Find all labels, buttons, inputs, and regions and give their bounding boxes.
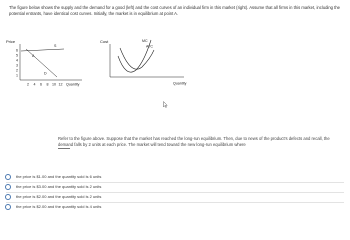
answer-option-label: the price is $3.00 and the quantity sold is 2 units <box>16 184 102 189</box>
x-tick-2: 2 <box>27 82 29 87</box>
x-tick-12: 12 <box>58 82 63 87</box>
x-tick-8: 8 <box>46 82 49 87</box>
answer-option-3[interactable] <box>5 192 101 201</box>
answer-blank <box>58 148 70 149</box>
answer-option-label: the price is $2.00 and the quantity sold is 2 units <box>16 194 102 199</box>
atc-label: ATC <box>146 44 153 49</box>
quantity-axis-label: Quantity <box>66 82 80 87</box>
radio-button-icon[interactable] <box>5 184 11 190</box>
question-text: Refer to the figure above. Suppose that the market has reached the long-run equilibrium. Then, due to news of the product's defects and recall, the demand falls by 2 units at each price. The market will tend toward the new long-run equilibrium where <box>58 136 330 148</box>
answer-option-label: the price is $2.00 and the quantity sold is 4 units <box>16 204 102 209</box>
cost-axis-label: Cost <box>100 39 109 44</box>
radio-button-icon[interactable] <box>5 194 11 200</box>
point-a-label: A <box>32 54 35 58</box>
mouse-pointer-icon <box>163 101 168 108</box>
y-tick-1: 1 <box>16 73 18 78</box>
x-tick-4: 4 <box>33 82 36 87</box>
atc-curve <box>120 48 154 69</box>
demand-label: D <box>44 71 47 76</box>
radio-button-icon[interactable] <box>5 174 11 180</box>
y-tick-4: 4 <box>16 58 18 63</box>
answer-option-2[interactable] <box>5 182 101 191</box>
supply-demand-graph <box>6 36 96 92</box>
radio-button-icon[interactable] <box>5 204 11 210</box>
answer-option-1[interactable] <box>5 172 101 181</box>
y-tick-2: 2 <box>16 68 18 73</box>
x-tick-6: 6 <box>40 82 42 87</box>
y-tick-5: 5 <box>16 53 18 58</box>
demand-curve <box>26 49 57 77</box>
cost-quantity-axis-label: Quantity <box>173 81 187 86</box>
answer-option-label: the price is $1.00 and the quantity sold is 6 units <box>16 174 102 179</box>
y-tick-3: 3 <box>16 63 18 68</box>
cost-curves-graph <box>100 36 230 96</box>
price-axis-label: Price <box>6 39 16 44</box>
answer-option-4[interactable] <box>5 202 101 211</box>
y-tick-6: 6 <box>16 48 18 53</box>
mc-label: MC <box>142 39 148 43</box>
x-tick-10: 10 <box>52 82 56 87</box>
question-intro-text: The figure below shows the supply and the demand for a good (left) and the cost curves of an individual firm in this market (right). Assume that all firms in this market, including the potential entrants, have identical cost curves. Initially, the market is in equilibrium at point A. <box>9 5 340 17</box>
supply-label: S <box>54 44 57 48</box>
